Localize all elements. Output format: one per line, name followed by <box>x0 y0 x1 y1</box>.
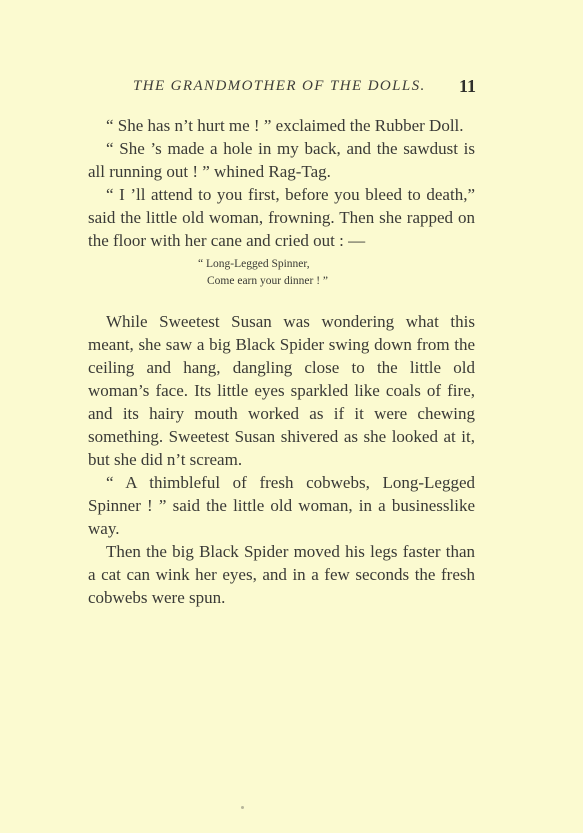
page-number: 11 <box>458 76 476 96</box>
page-header <box>88 78 480 104</box>
paragraph: “ She has n’t hurt me ! ” exclaimed the Rubber Doll. <box>106 116 464 135</box>
paragraph: “ I ’ll attend to you first, before you bleed to death,” said the little old woman, frowning. Then she rapped on the floor with her cane and cried out : — <box>88 185 475 250</box>
paragraph: “ She ’s made a hole in my back, and the sawdust is all running out ! ” whined Rag-Tag. <box>88 139 475 181</box>
running-title: THE GRANDMOTHER OF THE DOLLS. <box>133 78 426 94</box>
verse-block <box>88 256 475 290</box>
paragraph: Then the big Black Spider moved his legs faster than a cat can wink her eyes, and in a few seconds the fresh cobwebs were spun. <box>88 542 475 607</box>
paragraph: “ A thimbleful of fresh cobwebs, Long-Legged Spinner ! ” said the little old woman, in a businesslike way. <box>88 473 475 538</box>
paper-speck <box>241 806 244 809</box>
verse-line: “ Long-Legged Spinner, <box>198 258 310 270</box>
verse-line: Come earn your dinner ! ” <box>207 275 329 287</box>
page-body <box>88 114 475 609</box>
paragraph: While Sweetest Susan was wondering what this meant, she saw a big Black Spider swing down from the ceiling and hang, dangling close to the little old woman’s face. Its little eyes sparkled like coals of fire, and its hairy mouth worked as if it were chewing something. Sweetest Susan shivered as she looked at it, but she did n’t scream. <box>88 312 475 469</box>
